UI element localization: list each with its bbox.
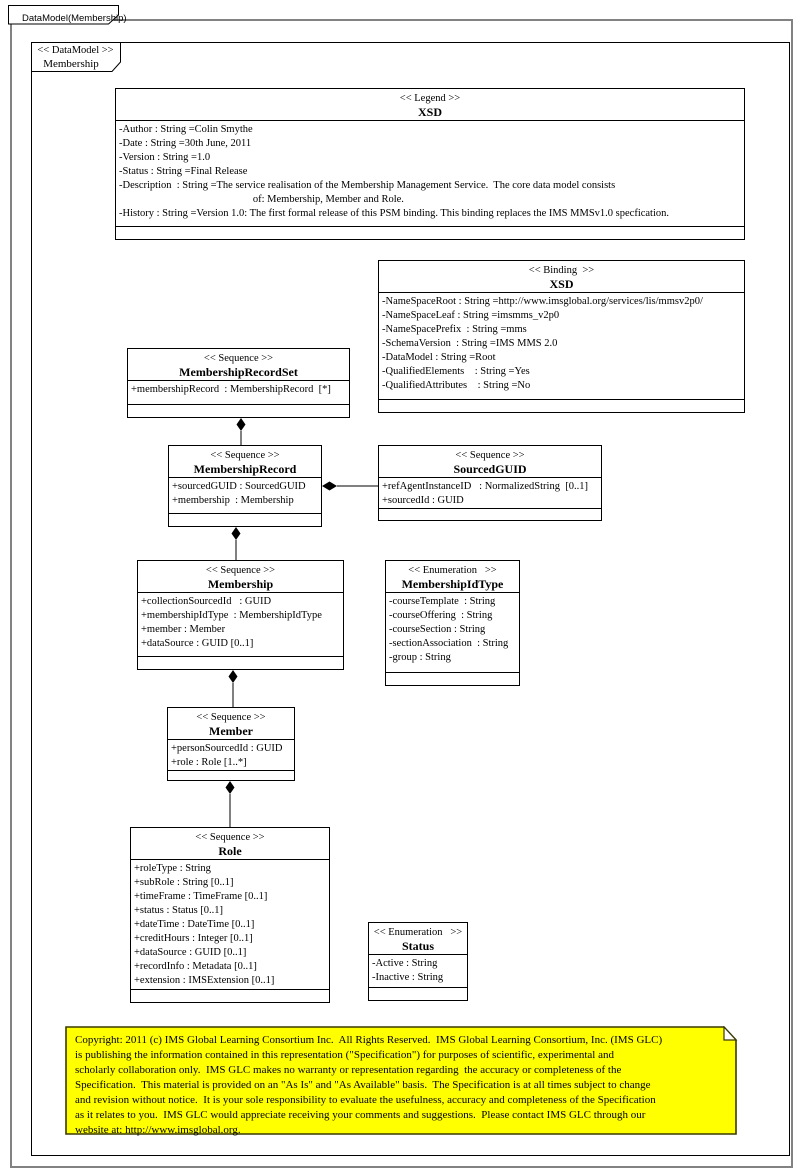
sheet-tab-label: DataModel(Membership) <box>22 13 127 24</box>
frame-name: Membership <box>43 58 99 70</box>
attribute-line: -NameSpaceLeaf : String =imsmms_v2p0 <box>382 310 560 321</box>
copyright-text <box>75 1033 730 1138</box>
attribute-line: +personSourcedId : GUID <box>171 743 283 754</box>
class-header <box>379 261 744 292</box>
operations-compartment <box>369 987 467 1000</box>
note-line: website at: http://www.imsglobal.org. <box>75 1124 241 1136</box>
class-name: XSD <box>417 105 442 119</box>
class-header <box>128 349 349 380</box>
stereotype: << Binding >> <box>528 265 595 276</box>
attribute-line: -courseSection : String <box>389 624 486 635</box>
attribute-line: +creditHours : Integer [0..1] <box>134 933 253 944</box>
stereotype: << Legend >> <box>399 93 461 104</box>
attribute-line: +sourcedId : GUID <box>382 495 464 506</box>
attributes-compartment <box>128 380 349 404</box>
attribute-line: +role : Role [1..*] <box>171 757 247 768</box>
operations-compartment <box>131 989 329 1002</box>
attribute-line: +refAgentInstanceID : NormalizedString [0..1] <box>382 481 588 492</box>
attributes-compartment <box>138 592 343 656</box>
attribute-line: -History : String =Version 1.0: The first formal release of this PSM binding. This binding replaces the IMS MMSv1.0 specfication. <box>119 208 670 219</box>
note-line: as it relates to you. IMS GLC would appreciate receiving your comments and suggestions. Please contact IMS GLC through our <box>75 1109 646 1121</box>
attribute-line: +status : Status [0..1] <box>134 905 224 916</box>
stereotype: << Sequence >> <box>196 712 266 723</box>
class-box-binding[interactable] <box>378 260 745 413</box>
attribute-line: +dataSource : GUID [0..1] <box>141 638 254 649</box>
class-name: MembershipRecord <box>193 462 297 476</box>
attribute-line: +extension : IMSExtension [0..1] <box>134 975 275 986</box>
sheet-tab[interactable] <box>8 5 127 25</box>
stereotype: << Sequence >> <box>205 565 276 576</box>
attribute-line: +subRole : String [0..1] <box>134 877 234 888</box>
class-header <box>131 828 329 859</box>
note-line: Copyright: 2011 (c) IMS Global Learning Consortium Inc. All Rights Reserved. IMS Global Learning Consortium, Inc. (IMS GLC) <box>75 1034 663 1046</box>
attribute-line: -Date : String =30th June, 2011 <box>119 138 252 149</box>
attribute-line: -Version : String =1.0 <box>119 152 211 163</box>
frame-label <box>31 42 123 72</box>
attribute-line: -NameSpaceRoot : String =http://www.imsglobal.org/services/lis/mmsv2p0/ <box>382 296 703 307</box>
class-name: Membership <box>207 577 274 591</box>
class-name: Status <box>401 939 434 953</box>
operations-compartment <box>386 672 519 685</box>
operations-compartment <box>169 513 321 526</box>
attribute-line: +roleType : String <box>134 863 211 874</box>
attribute-line: -Active : String <box>372 958 438 969</box>
attribute-line: -NameSpacePrefix : String =mms <box>382 324 527 335</box>
attribute-line: -SchemaVersion : String =IMS MMS 2.0 <box>382 338 558 349</box>
class-box-role[interactable] <box>130 827 330 1003</box>
class-box-sourcedguid[interactable] <box>378 445 602 521</box>
class-header <box>379 446 601 477</box>
note-line: is publishing the information contained in this representation ("Specification") for purposes of scientific, experimental and <box>75 1049 614 1061</box>
class-header <box>168 708 294 739</box>
class-name: MembershipRecordSet <box>179 365 298 379</box>
attribute-line: +dataSource : GUID [0..1] <box>134 947 247 958</box>
attributes-compartment <box>169 477 321 513</box>
stereotype: << Sequence >> <box>455 450 525 461</box>
attribute-line: +membershipRecord : MembershipRecord [*] <box>131 384 331 395</box>
class-name: Role <box>218 844 242 858</box>
attribute-line: of: Membership, Member and Role. <box>119 194 404 205</box>
class-box-membershipidtype[interactable] <box>385 560 520 686</box>
class-header <box>386 561 519 592</box>
attribute-line: +collectionSourcedId : GUID <box>141 596 272 607</box>
class-box-membershiprecordset[interactable] <box>127 348 350 418</box>
attribute-line: -courseOffering : String <box>389 610 493 621</box>
attributes-compartment <box>369 954 467 987</box>
operations-compartment <box>168 770 294 783</box>
attribute-line: -QualifiedElements : String =Yes <box>382 366 530 377</box>
class-name: XSD <box>549 277 574 291</box>
attribute-line: -QualifiedAttributes : String =No <box>382 380 531 391</box>
attributes-compartment <box>379 292 744 399</box>
attribute-line: -courseTemplate : String <box>389 596 496 607</box>
operations-compartment <box>116 226 744 239</box>
attributes-compartment <box>386 592 519 672</box>
attribute-line: +membershipIdType : MembershipIdType <box>141 610 322 621</box>
attribute-line: -Description : String =The service realisation of the Membership Management Service. The core data model consists <box>119 180 616 191</box>
class-header <box>138 561 343 592</box>
attributes-compartment <box>379 477 601 508</box>
class-name: MembershipIdType <box>401 577 504 591</box>
attribute-line: +membership : Membership <box>172 495 294 506</box>
class-header <box>116 89 744 120</box>
class-name: Member <box>209 724 253 738</box>
stereotype: << Sequence >> <box>195 832 265 843</box>
operations-compartment <box>128 404 349 417</box>
class-header <box>169 446 321 477</box>
attribute-line: -DataModel : String =Root <box>382 352 496 363</box>
note-line: and revision without notice. It is your sole responsibility to evaluate the usefulness, accuracy and completeness of the Specification <box>75 1094 656 1106</box>
frame-stereotype: << DataModel >> <box>37 45 114 56</box>
class-box-member[interactable] <box>167 707 295 781</box>
operations-compartment <box>379 399 744 412</box>
stereotype: << Enumeration >> <box>408 565 497 576</box>
note-line: scholarly collaboration only. IMS GLC makes no warranty or representation regarding the accuracy or completeness of the <box>75 1064 622 1076</box>
attribute-line: +recordInfo : Metadata [0..1] <box>134 961 257 972</box>
attributes-compartment <box>116 120 744 226</box>
attribute-line: +dateTime : DateTime [0..1] <box>134 919 255 930</box>
attribute-line: +timeFrame : TimeFrame [0..1] <box>134 891 268 902</box>
attribute-line: +sourcedGUID : SourcedGUID <box>172 481 306 492</box>
stereotype: << Enumeration >> <box>373 927 463 938</box>
class-box-legend[interactable] <box>115 88 745 240</box>
class-box-membershiprecord[interactable] <box>168 445 322 527</box>
class-header <box>369 923 467 954</box>
class-box-membership[interactable] <box>137 560 344 670</box>
operations-compartment <box>379 508 601 521</box>
attribute-line: -Author : String =Colin Smythe <box>119 124 253 135</box>
attribute-line: -Inactive : String <box>372 972 444 983</box>
attribute-line: -group : String <box>389 652 451 663</box>
class-name: SourcedGUID <box>453 462 527 476</box>
operations-compartment <box>138 656 343 669</box>
class-box-status[interactable] <box>368 922 468 1001</box>
stereotype: << Sequence >> <box>203 353 274 364</box>
attribute-line: -Status : String =Final Release <box>119 166 248 177</box>
stereotype: << Sequence >> <box>210 450 280 461</box>
attribute-line: +member : Member <box>141 624 226 635</box>
attributes-compartment <box>131 859 329 989</box>
attributes-compartment <box>168 739 294 770</box>
note-line: Specification. This material is provided on an "As Is" and "As Available" basis. The Specification is at all times subject to change <box>75 1079 651 1091</box>
attribute-line: -sectionAssociation : String <box>389 638 509 649</box>
